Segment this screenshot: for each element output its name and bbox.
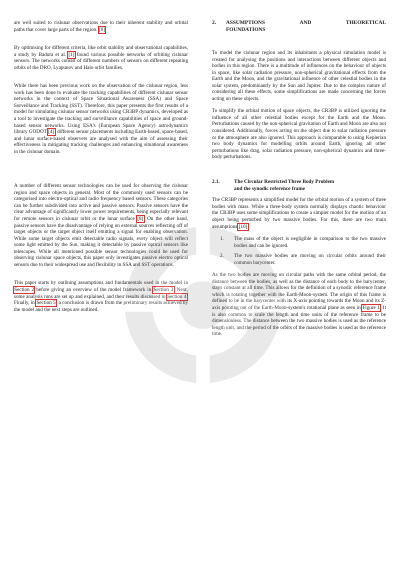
right-column (212, 0, 386, 344)
paragraph: To simplify the orbital motion of space objects, the CR3BP is utilized ignoring the influence of all other celestial bodies except for the Earth and the Moon. Perturbations caused by the non-spherical gravitation of Earth and Moon are also not considered. Additionally, forces acting on the object due to solar radiation pressure or the atmosphere are also ignored. This approach is comparable to using Keplerian two body dynamics for modelling orbits around Earth, ignoring all other perturbations like drag, solar radiation pressure, non-spherical dynamics and three-body perturbations. (212, 108, 386, 161)
citation-link[interactable]: [6] (98, 26, 105, 33)
assumption-list (212, 236, 386, 266)
list-item: 1. The mass of the object is negligible in comparison to the two massive bodies and can be ignored. (220, 236, 386, 249)
subsection-heading (212, 179, 386, 193)
citation-link[interactable]: [4] (48, 129, 55, 136)
paragraph: are well suited to cislunar observations due to their inherent stability and orbital paths that cover large parts of the region. [6] (14, 20, 188, 33)
section-link[interactable]: Section 5 (36, 300, 56, 307)
paragraph: To model the cislunar region and its inhabitants a physical simulation model is created for analysing the positions and interactions between different objects and bodies in this region. There is a multitude of influences on the behaviour of objects in space, like solar radiation pressure, non-spherical gravitational effects from the Earth and the Moon, and the gravitational influence of other celestial bodies in the solar system, predominantly by the Sun and Jupiter. Due to the complex nature of considering all these effects, some simplifications are made concerning the forces acting on these objects. (212, 50, 386, 102)
subsection-title: The Circular Restricted Three Body Problem and the synodic reference frame (234, 178, 335, 192)
paragraph: While there has been previous work on the observation of the cislunar region, less work has been done to evaluate the tracking capabilities of different cislunar sensor networks in the context of Space Situational Awareness (SSA) and Space Surveillance and Tracking (SST). Therefore, this paper presents the first results of a model for simulating cislunar sensor networks using CR3BP dynamics, developed as a tool to investigate the tracking and surveillance capabilities of space and ground-based sensor networks. Using ESA's (European Space Agency) astrodynamics library GODOT [4], different sensor placements including Earth-based, space-based, and lunar surface-based observers are analysed with the aim of assessing their effectiveness in mitigating tracking challenges and enhancing situational awareness in the cislunar domain. (14, 83, 188, 155)
section-title: ASSUMPTIONS AND THEORETICAL FOUNDATIONS (226, 20, 386, 33)
citation-link[interactable]: [1] (68, 51, 75, 58)
list-item: 2. The two massive bodies are moving on circular orbits around their common barycenter. (220, 253, 386, 266)
section-link[interactable]: Section 2 (14, 286, 35, 293)
left-column (14, 0, 188, 319)
paragraph: The CR3BP represents a simplified model for the orbital motion of a system of three bodies with mass. While a three-body system normally displays chaotic behaviour the CR3BP uses some simplifications to create a simpler model for the motion of an object being perturbed by two massive bodies. For this, there are two main assumptions [10]: (212, 197, 386, 230)
paragraph: By optimising for different criteria, like orbit stability and observational capabilities, a study by Badura et al. [1] found various possible networks of orbiting cislunar sensors. The networks consist of different numbers of sensors on different repeating orbits of the DRO, Lyapunov and Halo orbit families. (14, 45, 188, 71)
citation-link[interactable]: [10] (238, 223, 248, 230)
paragraph: This paper starts by outlining assumptions and fundamentals used in the model in Section 2 before giving an overview of the model framework in Section 3. Next, some analysis runs are set up and explained, and their results discussed in Section 4. Finally, in Section 5, a conclusion is drawn from the preliminary results achieved by the model and the next steps are outlined. (14, 280, 188, 313)
paragraph: As the two bodies are moving on circular paths with the same orbital period, the distance between the bodies, as well as the distance of each body to the barycenter, stays constant at all time. This allows for the definition of a synodic reference frame which is rotating together with the Earth-Moon-system. The origin of this frame is defined to be in the barycenter with its X-axis pointing towards the Moon and its Z-axis pointing out of the Earth-Moon-system's rotational plane as seen in Figure 1. It is also common to scale the length and time units of the reference frame to be dimensionless. The distance between the two massive bodies is used as the reference length unit, and the period of the orbits of the massive bodies is used as the reference time. (212, 272, 386, 338)
section-link[interactable]: Section 4 (167, 293, 187, 300)
paragraph: A number of different sensor technologies can be used for observing the cislunar region and space objects in general. Most of the commonly used sensors can be categorised into electro-optical and radio frequency based sensors. These categories can be further subdivided into active and passive sensors. Passive sensors have the clear advantage of significantly lower power requirements, being especially relevant for remote sensors in cislunar orbit or the lunar surface [8]. On the other hand, passive sensors have the disadvantage of relying on external sources reflecting off of target objects or the target object itself emitting a signal for enabling observation. While some target objects emit detectable radio signals, every object will reflect some light emitted by the Sun, making it detectable by passive optical sensors like telescopes. While all mentioned possible sensor technologies could be used for observing cislunar space objects, this paper only investigates passive electro optical sensors due to their widespread use and flexibility in SSA and SST operations. (14, 183, 188, 268)
section-heading (212, 20, 386, 40)
subsection-number: 2.1. (212, 178, 220, 185)
citation-link[interactable]: [8] (137, 216, 144, 223)
section-link[interactable]: Section 3 (153, 286, 174, 293)
section-number: 2. (212, 20, 217, 26)
figure-link[interactable]: Figure 1 (362, 305, 380, 311)
